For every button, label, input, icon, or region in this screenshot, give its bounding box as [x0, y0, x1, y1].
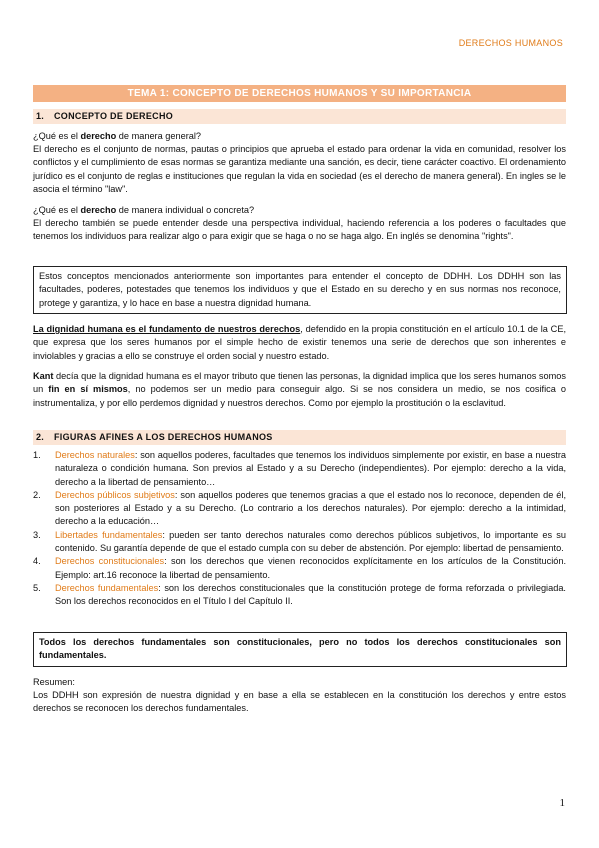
paragraph-derecho-general: El derecho es el conjunto de normas, pautas o principios que aprueba el estado para ordenar la vida en comunidad, resolver los conflictos y el cumplimiento de esas normas se garantiza mediante una sanción, es decir, tiene carácter coactivo. El ordenamiento jurídico es el conjunto de reglas e instituciones que regulan la vida en sociedad (es el derecho de manera general). En ingles se le asocia el término "law". — [33, 144, 566, 194]
section-2-label: FIGURAS AFINES A LOS DERECHOS HUMANOS — [54, 432, 273, 442]
list-item — [33, 582, 566, 609]
section-1-label: CONCEPTO DE DERECHO — [54, 111, 174, 121]
q1-bold: derecho — [80, 131, 117, 141]
paragraph-kant — [33, 370, 566, 410]
section-2-heading — [33, 430, 566, 445]
dignidad-bold: La dignidad humana es el fundamento de nuestros derechos — [33, 324, 301, 334]
item-text: : son aquellos poderes que tenemos gracias a que el estado nos lo reconoce, dependen de él, son posteriores al Estado y a su Derecho. (Lo contrario a los derechos naturales). Por ejemplo: derecho a la intimidad, derecho a la educación… — [55, 489, 566, 527]
section-2-number: 2. — [36, 432, 45, 442]
item-term: Libertades fundamentales — [55, 529, 163, 540]
ddhh-definition-box: Estos conceptos mencionados anteriormente son importantes para entender el concepto de DDHH. Los DDHH son las facultades, poderes, potestades que tenemos los individuos y que el Estado en su derecho y en sus normas nos reconoce, protege y garantiza, y lo hace en base a nuestra dignidad humana. — [33, 266, 567, 314]
section-1-number: 1. — [36, 111, 45, 121]
item-text: : son aquellos poderes, facultades que tenemos los individuos simplemente por existir, en base a nuestra naturaleza o condición humana. Son previos al Estado y a su Derecho (independientes). Por ejemplo: derecho a la vida, derecho a la libertad de pensamiento… — [55, 450, 567, 487]
dignidad-rest: , defendido en la propia constitución en el artículo 10.1 de la CE, que expresa que los seres humanos por el simple hecho de existir tenemos una serie de derechos que son inherentes e inviolables y gracias a ello se construye el orden social y nuestro estado. — [33, 324, 566, 361]
item-term: Derechos constitucionales — [55, 556, 165, 567]
item-number: 1. — [33, 450, 41, 460]
figuras-list — [33, 449, 566, 609]
item-number: 4. — [33, 556, 41, 567]
item-text: : son los derechos constitucionales que la constitución protege de forma reforzada o privilegiada. Son los derechos reconocidos en el Título I del Capítulo II. — [55, 582, 566, 607]
kant-bold: Kant — [33, 371, 54, 381]
paragraph-dignidad — [33, 323, 566, 363]
question-2 — [33, 204, 566, 217]
question-1 — [33, 130, 566, 143]
q1-pre: ¿Qué es el — [33, 131, 81, 141]
item-term: Derechos públicos subjetivos — [55, 489, 175, 500]
section-1-heading — [33, 109, 566, 124]
item-text: : pueden ser tanto derechos naturales como derechos públicos subjetivos, lo importante es su contenido. Su garantía depende de que el estado cumpla con su deber de abstención. Por ejemplo: libertad de pensamiento. — [55, 529, 566, 554]
item-number: 5. — [33, 582, 41, 593]
figuras-list-container — [33, 449, 566, 609]
list-item — [33, 555, 566, 582]
chapter-title: TEMA 1: CONCEPTO DE DERECHOS HUMANOS Y SU IMPORTANCIA — [33, 85, 566, 102]
list-item — [33, 489, 566, 529]
running-header: DERECHOS HUMANOS — [458, 38, 563, 48]
fundamentales-note-box: Todos los derechos fundamentales son constitucionales, pero no todos los derechos constitucionales son fundamentales. — [33, 632, 567, 667]
item-term: Derechos naturales — [55, 450, 135, 460]
page-number: 1 — [559, 797, 565, 809]
resumen-label: Resumen: — [33, 677, 75, 687]
q2-post: de manera individual o concreta? — [116, 205, 255, 215]
q2-bold: derecho — [80, 205, 117, 215]
list-item — [33, 449, 566, 489]
kant-text-a: decía que la dignidad humana es el mayor tributo que tienen las personas, la dignidad implica que los seres humanos somos un — [33, 371, 566, 395]
item-text: : son los derechos que vienen reconocidos explícitamente en los artículos de la Constitución. Ejemplo: art.16 reconoce la libertad de pensamiento. — [55, 556, 567, 580]
q1-post: de manera general? — [116, 131, 202, 141]
list-item — [33, 529, 566, 556]
q2-pre: ¿Qué es el — [33, 205, 81, 215]
paragraph-derecho-individual: El derecho también se puede entender desde una perspectiva individual, haciendo referencia a los poderes o facultades que tenemos los individuos para realizar algo o para exigir que se haga o no se haga algo. En inglés se denomina "rights". — [33, 218, 566, 242]
item-number: 2. — [33, 489, 41, 500]
item-term: Derechos fundamentales — [55, 582, 159, 593]
item-number: 3. — [33, 529, 41, 540]
resumen-text: Los DDHH son expresión de nuestra dignidad y en base a ella se establecen en la constitución los derechos y entre estos derechos se reconocen los derechos fundamentales. — [33, 690, 566, 714]
kant-fin: fin en sí mismos — [48, 384, 128, 395]
kant-text-b: , no podemos ser un medio para conseguir algo. Si se nos considera un medio, se nos cosifica o instrumentaliza, y por ello perdemos dignidad y nuestros derechos. Como por ejemplo la prostitución o la esclavitud. — [33, 384, 566, 408]
